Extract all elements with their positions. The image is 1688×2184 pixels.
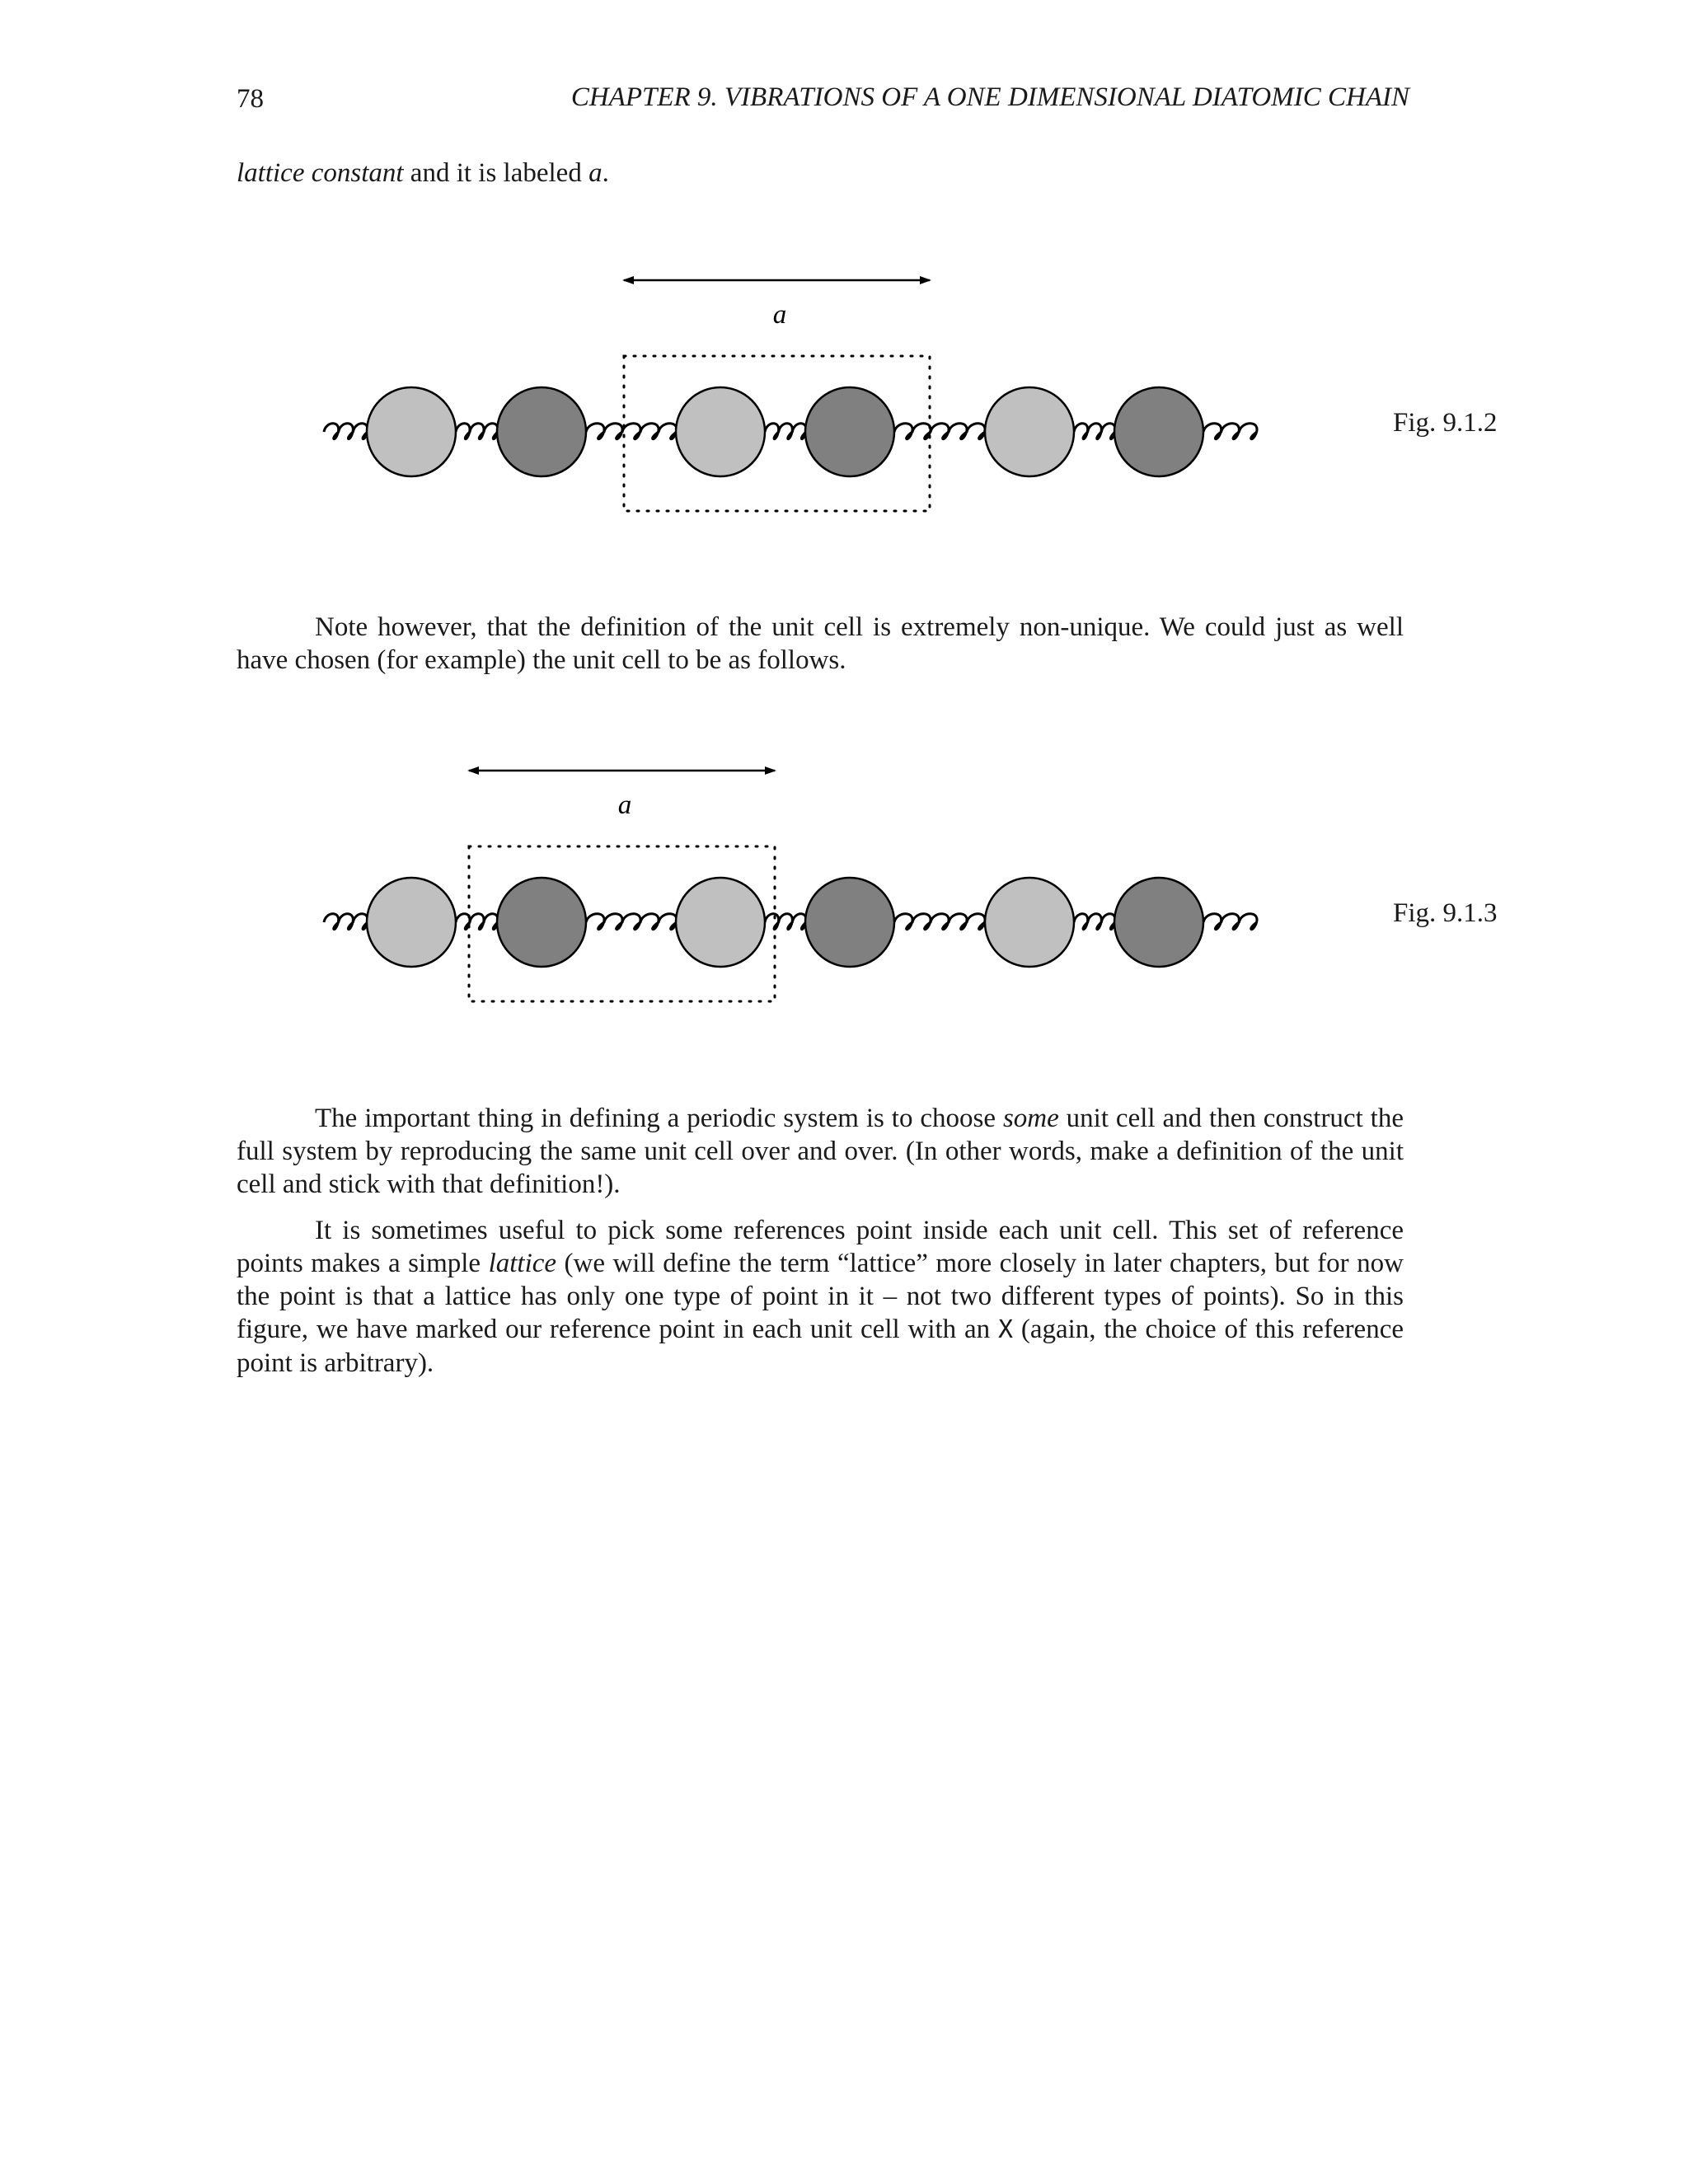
intro-line	[237, 157, 1404, 190]
light-atom	[676, 878, 765, 967]
spring	[324, 914, 368, 930]
dark-atom	[805, 387, 894, 476]
para3-emphasis: lattice	[488, 1249, 557, 1278]
spring	[586, 914, 677, 930]
para3-mono-x: X	[997, 1315, 1014, 1344]
spring	[765, 424, 806, 439]
intro-var: a	[588, 158, 603, 188]
light-atom	[985, 387, 1074, 476]
dark-atom	[805, 878, 894, 967]
chapter-header: CHAPTER 9. VIBRATIONS OF A ONE DIMENSIONAL DIATOMIC CHAIN	[570, 82, 1409, 112]
intro-rest: and it is labeled	[403, 158, 589, 188]
spring	[894, 424, 985, 439]
dark-atom	[1114, 387, 1203, 476]
lattice-constant-label: a	[772, 300, 787, 330]
light-atom	[985, 878, 1074, 967]
spring	[765, 914, 806, 930]
paragraph-periodic-system	[237, 1102, 1404, 1201]
intro-end: .	[602, 158, 609, 188]
intro-term: lattice constant	[237, 158, 404, 188]
spring	[1074, 424, 1115, 439]
spring	[894, 914, 985, 930]
light-atom	[367, 387, 456, 476]
para2-after: unit cell and then construct the full system by reproducing the same unit cell over and over. (In other words, make a definition of the unit cell and stick with that definition!).	[237, 1104, 1404, 1199]
figure-label-9-1-3: Fig. 9.1.3	[1393, 898, 1498, 928]
para2-emphasis: some	[1002, 1104, 1059, 1133]
para3-after: (again, the choice of this reference point is arbitrary).	[237, 1315, 1404, 1378]
light-atom	[676, 387, 765, 476]
spring	[324, 424, 368, 439]
figure-label-9-1-2: Fig. 9.1.2	[1393, 408, 1498, 438]
para3-before: It is sometimes useful to pick some references point inside each unit cell. This set of reference points makes a simple	[237, 1216, 1404, 1278]
dark-atom	[497, 387, 586, 476]
paragraph-unit-cell-nonunique: Note however, that the definition of the unit cell is extremely non-unique. We could just as well have chosen (for example) the unit cell to be as follows.	[237, 612, 1404, 675]
figure-9-1-2	[0, 255, 1688, 527]
light-atom	[367, 878, 456, 967]
spring	[456, 424, 498, 439]
diatomic-chain	[324, 387, 1257, 476]
spring	[1203, 424, 1257, 439]
spring	[1203, 914, 1257, 930]
page-number: 78	[237, 84, 264, 114]
para2-before: The important thing in defining a periodic system is to choose	[315, 1104, 1003, 1133]
spring	[586, 424, 677, 439]
diatomic-chain	[324, 878, 1257, 967]
spring	[1074, 914, 1115, 930]
lattice-constant-label: a	[617, 790, 632, 820]
dark-atom	[497, 878, 586, 967]
figure-9-1-3	[0, 746, 1688, 1018]
dark-atom	[1114, 878, 1203, 967]
paragraph-reference-points	[237, 1214, 1404, 1380]
spring	[456, 914, 498, 930]
para3-middle: (we will define the term “lattice” more closely in later chapters, but for now the point is that a lattice has only one type of point in it – not two different types of points). So in this figure, we have marked our reference point in each unit cell with an	[237, 1249, 1404, 1344]
